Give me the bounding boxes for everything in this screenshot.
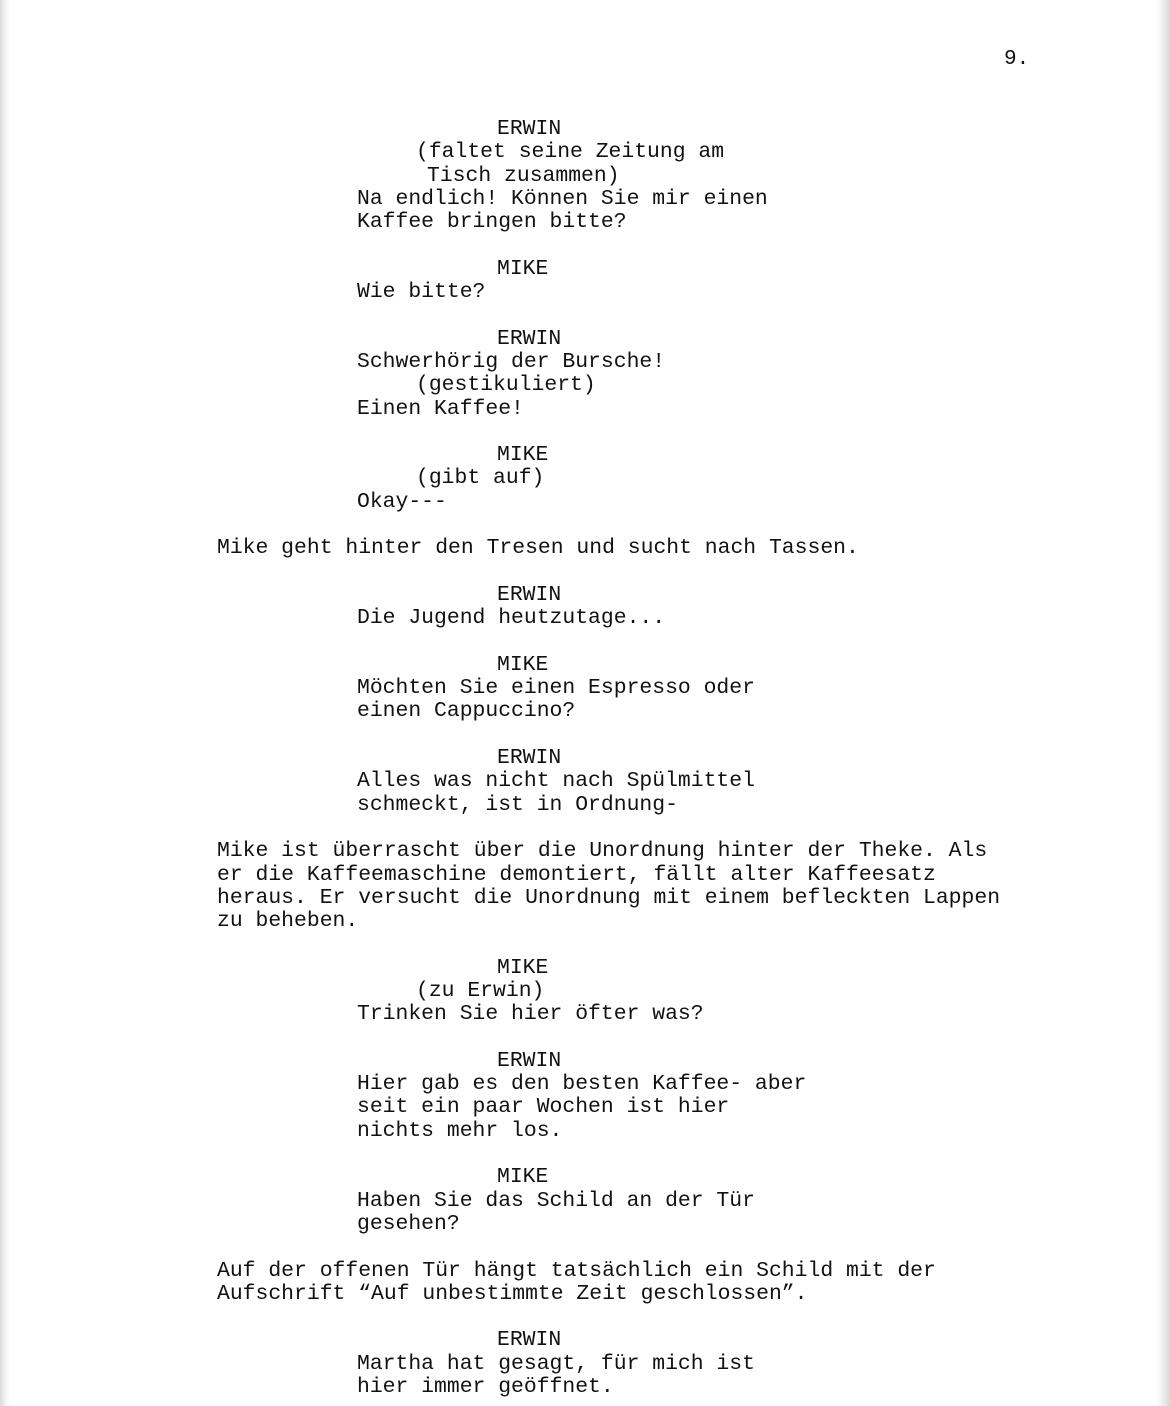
dialogue-line: schmeckt, ist in Ordnung- bbox=[357, 792, 678, 817]
dialogue-line: Martha hat gesagt, für mich ist bbox=[357, 1351, 755, 1376]
character-cue: MIKE bbox=[497, 1165, 549, 1190]
blank-line bbox=[10, 817, 1156, 840]
action-line: Aufschrift “Auf unbestimmte Zeit geschlossen”. bbox=[217, 1281, 808, 1306]
character-cue: ERWIN bbox=[497, 117, 562, 141]
dialogue-line: Die Jugend heutzutage... bbox=[357, 606, 666, 631]
action-line: Mike ist überrascht über die Unordnung hinter der Theke. Als bbox=[217, 839, 988, 864]
character-cue: ERWIN bbox=[497, 746, 562, 771]
dialogue-line: Hier gab es den besten Kaffee- aber bbox=[357, 1072, 807, 1097]
action-line: heraus. Er versucht die Unordnung mit einem befleckten Lappen bbox=[217, 885, 1001, 910]
dialogue-line: nichts mehr los. bbox=[357, 1118, 563, 1143]
page-shadow-right bbox=[1156, 0, 1170, 1406]
character-cue: MIKE bbox=[497, 443, 549, 468]
parenthetical: (gibt auf) bbox=[416, 466, 545, 491]
dialogue-line: Einen Kaffee! bbox=[357, 396, 524, 421]
parenthetical: (zu Erwin) bbox=[416, 978, 545, 1003]
page-shadow-left bbox=[0, 0, 10, 1406]
dialogue-line: Wie bitte? bbox=[357, 280, 486, 305]
dialogue-line: einen Cappuccino? bbox=[357, 699, 576, 724]
dialogue-line: Alles was nicht nach Spülmittel bbox=[357, 769, 755, 794]
character-cue: MIKE bbox=[497, 256, 549, 281]
blank-line bbox=[10, 514, 1156, 537]
character-cue: MIKE bbox=[497, 652, 549, 677]
blank-line bbox=[10, 1143, 1156, 1166]
character-cue: ERWIN bbox=[497, 582, 562, 607]
character-cue: ERWIN bbox=[497, 1328, 562, 1353]
blank-line bbox=[10, 724, 1156, 747]
action-line: zu beheben. bbox=[217, 909, 359, 934]
script-body bbox=[10, 118, 1156, 1399]
blank-line bbox=[10, 1306, 1156, 1329]
dialogue-line: Kaffee bringen bitte? bbox=[357, 210, 627, 235]
action-line: Mike geht hinter den Tresen und sucht nach Tassen. bbox=[217, 536, 859, 561]
blank-line bbox=[10, 304, 1156, 327]
character-cue: MIKE bbox=[497, 955, 549, 980]
blank-line bbox=[10, 234, 1156, 257]
blank-line bbox=[10, 1027, 1156, 1050]
action-line: Auf der offenen Tür hängt tatsächlich ein Schild mit der bbox=[217, 1258, 936, 1283]
parenthetical: (faltet seine Zeitung am bbox=[416, 140, 725, 165]
parenthetical: Tisch zusammen) bbox=[427, 163, 620, 188]
dialogue-line: Trinken Sie hier öfter was? bbox=[357, 1002, 704, 1027]
character-cue: ERWIN bbox=[497, 326, 562, 351]
parenthetical: (gestikuliert) bbox=[416, 373, 596, 398]
dialogue-line: Möchten Sie einen Espresso oder bbox=[357, 676, 755, 701]
dialogue-line: gesehen? bbox=[357, 1211, 460, 1236]
blank-line bbox=[10, 561, 1156, 584]
blank-line bbox=[10, 933, 1156, 956]
page-number: 9. bbox=[1004, 48, 1030, 71]
dialogue-line: hier immer geöffnet. bbox=[357, 1375, 614, 1400]
blank-line bbox=[10, 421, 1156, 444]
dialogue-line: Okay--- bbox=[357, 489, 447, 514]
dialogue-line: Schwerhörig der Bursche! bbox=[357, 349, 666, 374]
dialogue-line: Haben Sie das Schild an der Tür bbox=[357, 1188, 755, 1213]
blank-line bbox=[10, 631, 1156, 654]
script-page bbox=[10, 0, 1156, 1406]
character-cue: ERWIN bbox=[497, 1048, 562, 1073]
dialogue-line: seit ein paar Wochen ist hier bbox=[357, 1095, 730, 1120]
dialogue-line: Na endlich! Können Sie mir einen bbox=[357, 186, 768, 211]
blank-line bbox=[10, 1236, 1156, 1259]
action-line: er die Kaffeemaschine demontiert, fällt alter Kaffeesatz bbox=[217, 862, 936, 887]
